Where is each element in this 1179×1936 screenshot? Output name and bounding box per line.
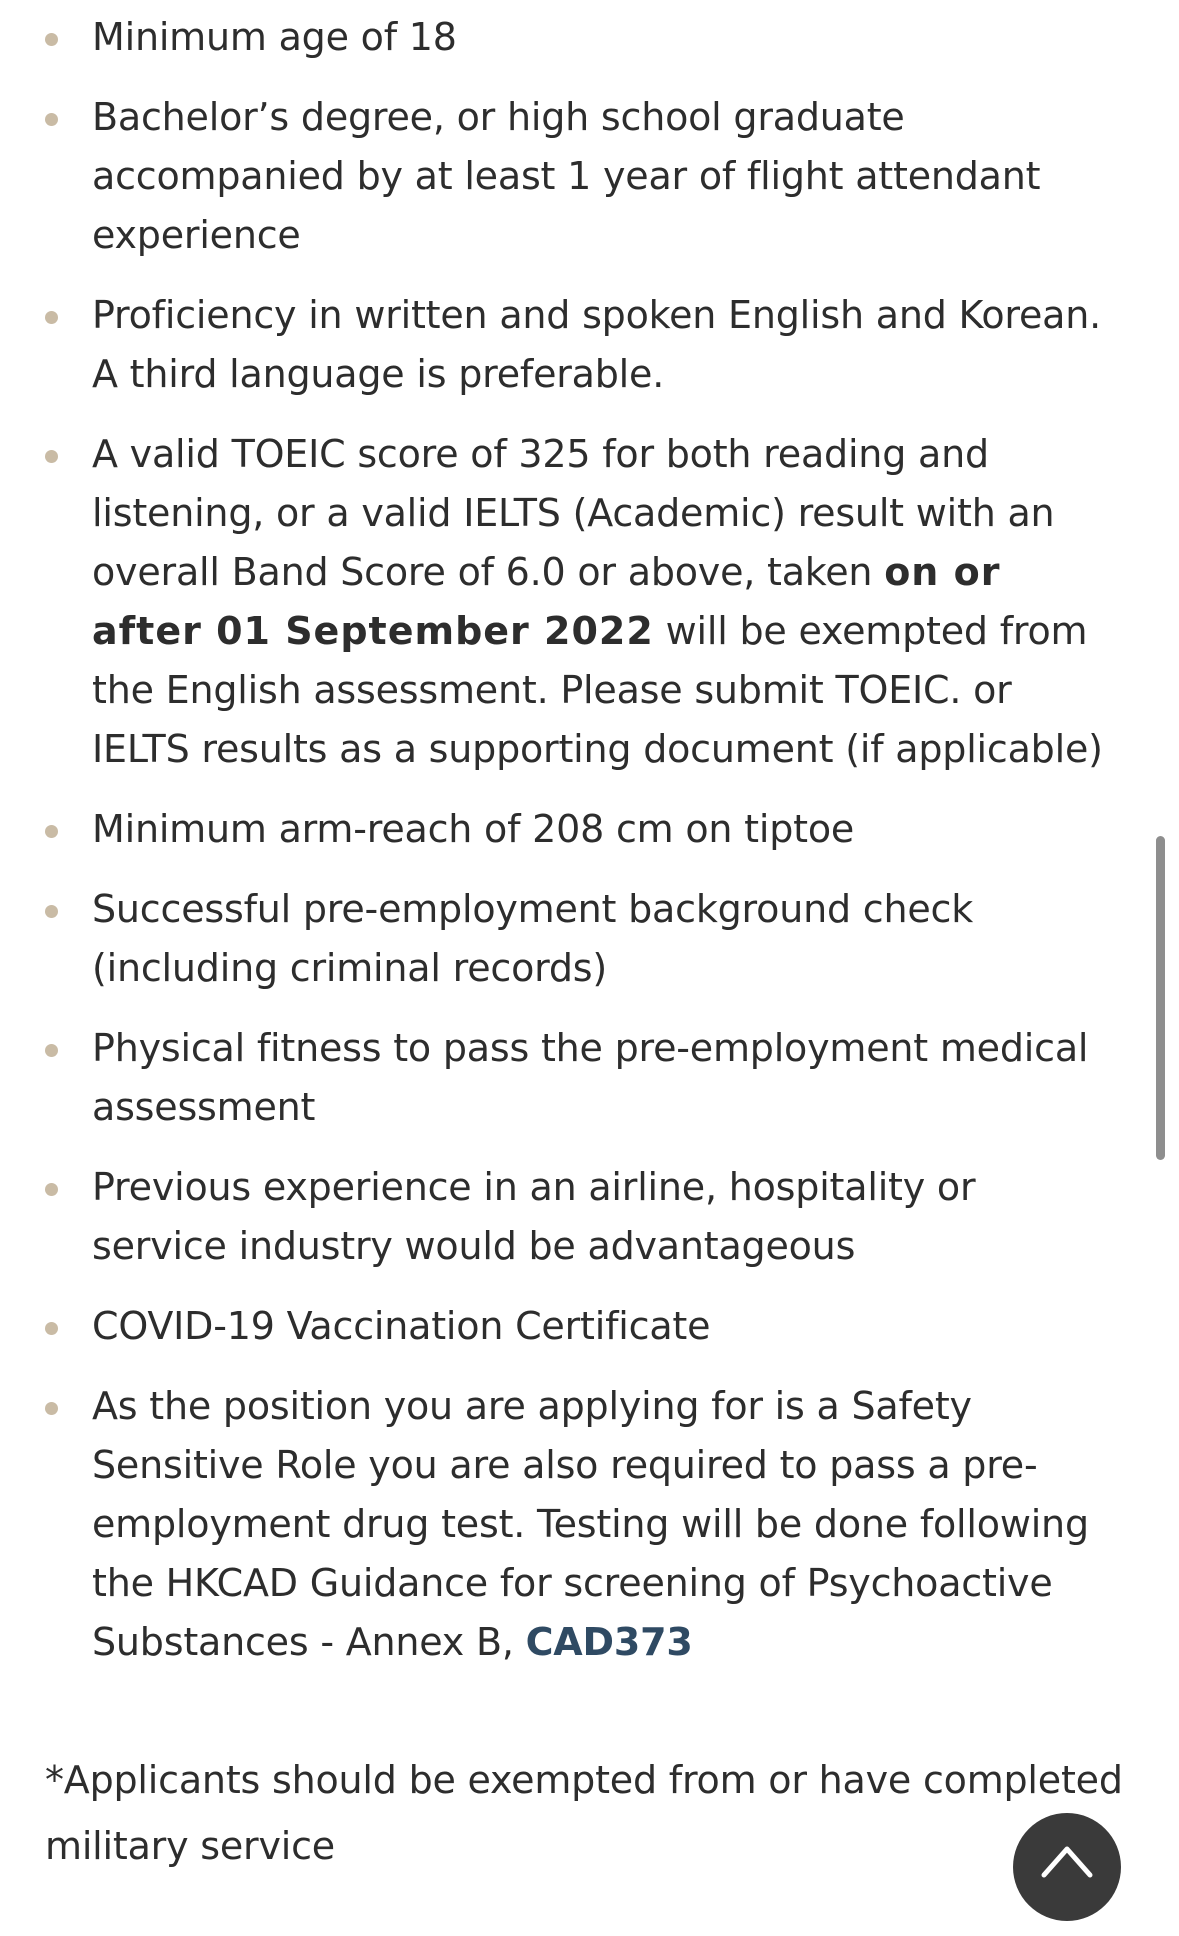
requirement-text: Minimum age of 18 [92,15,457,59]
requirement-text: A valid TOEIC score of 325 for both reading and listening, or a valid IELTS (Academic) result with an overall Band Score of 6.0 or above, taken [92,432,1055,594]
bullet-icon [45,825,58,838]
bullet-icon [45,1183,58,1196]
requirement-text: COVID-19 Vaccination Certificate [92,1304,711,1348]
requirement-text: Successful pre-employment background check (including criminal records) [92,887,974,990]
military-service-footnote: *Applicants should be exempted from or have completed military service [45,1758,1123,1868]
requirement-text: Proficiency in written and spoken English and Korean. A third language is preferable. [92,293,1101,396]
requirement-text: Physical fitness to pass the pre-employment medical assessment [92,1026,1089,1129]
bullet-icon [45,450,58,463]
back-to-top-button[interactable] [1013,1813,1121,1921]
cad373-link[interactable]: CAD373 [525,1620,693,1664]
bullet-icon [45,1044,58,1057]
bullet-icon [45,1402,58,1415]
list-item [0,425,1140,779]
list-item [0,800,1140,859]
list-item [0,880,1140,998]
list-item [0,286,1140,404]
scrollbar-thumb[interactable] [1156,836,1165,1160]
list-item [0,1019,1140,1137]
requirement-text: As the position you are applying for is a Safety Sensitive Role you are also required to pass a pre-employment drug test. Testing will be done following the HKCAD Guidance for screening of Psychoactive Substances - Annex B, [92,1384,1089,1664]
list-item [0,1297,1140,1356]
bullet-icon [45,113,58,126]
list-item [0,1377,1140,1672]
requirement-text-continued: will be exempted from the English assessment. Please submit TOEIC. or IELTS results as a supporting document (if applicable) [92,609,1103,771]
requirement-text: Previous experience in an airline, hospitality or service industry would be advantageous [92,1165,976,1268]
bullet-icon [45,311,58,324]
requirements-list [0,8,1140,1693]
requirement-text: Bachelor’s degree, or high school graduate accompanied by at least 1 year of flight attendant experience [92,95,1041,257]
requirement-date-emphasis: on or after 01 September 2022 [92,550,1001,653]
requirement-text: Minimum arm-reach of 208 cm on tiptoe [92,807,855,851]
chevron-up-icon [1040,1843,1094,1879]
bullet-icon [45,1322,58,1335]
list-item [0,1158,1140,1276]
bullet-icon [45,905,58,918]
list-item [0,8,1140,67]
bullet-icon [45,33,58,46]
list-item [0,88,1140,265]
